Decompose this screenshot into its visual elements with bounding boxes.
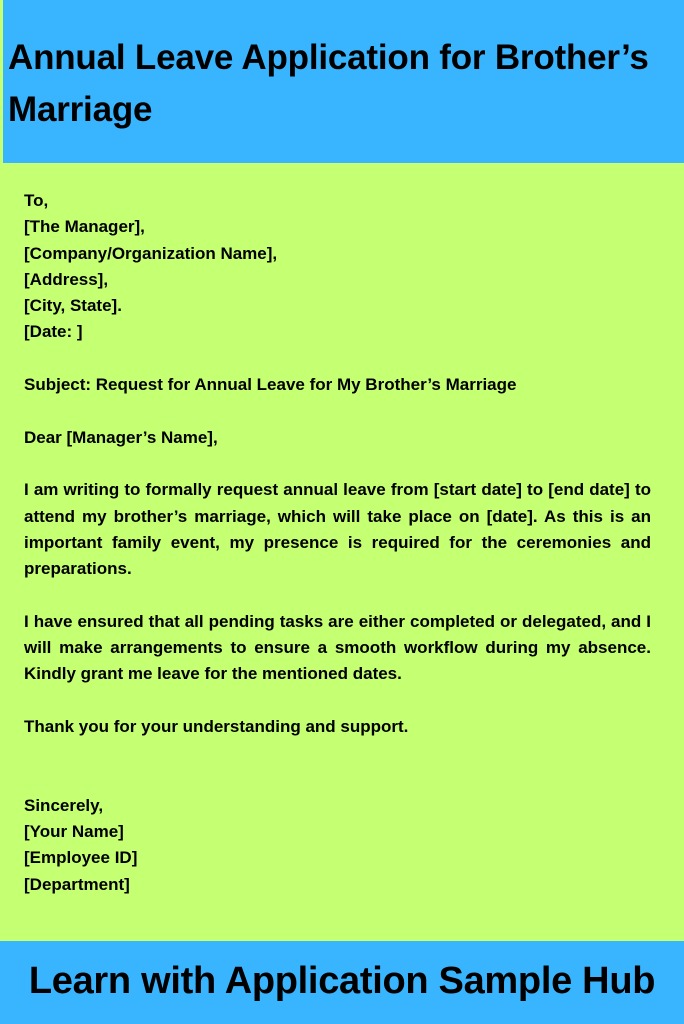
closing-line: [Employee ID] (24, 848, 138, 868)
recipient-line: To, (24, 191, 49, 210)
closing-line: Sincerely, (24, 795, 104, 815)
page-title: Annual Leave Application for Brother’s Marriage (8, 38, 649, 129)
recipient-line: [Address], (24, 269, 109, 289)
footer-brand-text: Learn with Application Sample Hub (28, 960, 656, 1002)
closing-line: [Your Name] (24, 822, 124, 842)
letter-paragraph-2: I have ensured that all pending tasks are either completed or delegated, and I will make arrangements to ensure a smooth workflow during my absence. Kindly grant me leave for the mentioned dates. (24, 611, 651, 684)
recipient-line: [The Manager], (24, 217, 145, 237)
recipient-line: [Date: ] (24, 322, 83, 342)
spacer (24, 740, 651, 766)
spacer (24, 346, 651, 372)
header-banner (3, 0, 684, 163)
letter-paragraph-1: I am writing to formally request annual leave from [start date] to [end date] to attend my brother’s marriage, which will take place on [date]. As this is an important family event, my presence is required for the ceremonies and preparations. (24, 480, 651, 579)
spacer (24, 451, 651, 477)
letter-body (24, 188, 651, 898)
spacer (24, 582, 651, 608)
recipient-block (24, 188, 651, 346)
spacer (24, 767, 651, 793)
recipient-line: [Company/Organization Name], (24, 243, 278, 263)
closing-line: [Department] (24, 874, 130, 894)
spacer (24, 398, 651, 424)
closing-block (24, 793, 651, 898)
letter-salutation: Dear [Manager’s Name], (24, 427, 218, 447)
spacer (24, 688, 651, 714)
footer-banner (0, 941, 684, 1024)
recipient-line: [City, State]. (24, 296, 122, 316)
letter-subject: Subject: Request for Annual Leave for My Brother’s Marriage (24, 375, 517, 395)
letter-thanks: Thank you for your understanding and support. (24, 716, 409, 736)
